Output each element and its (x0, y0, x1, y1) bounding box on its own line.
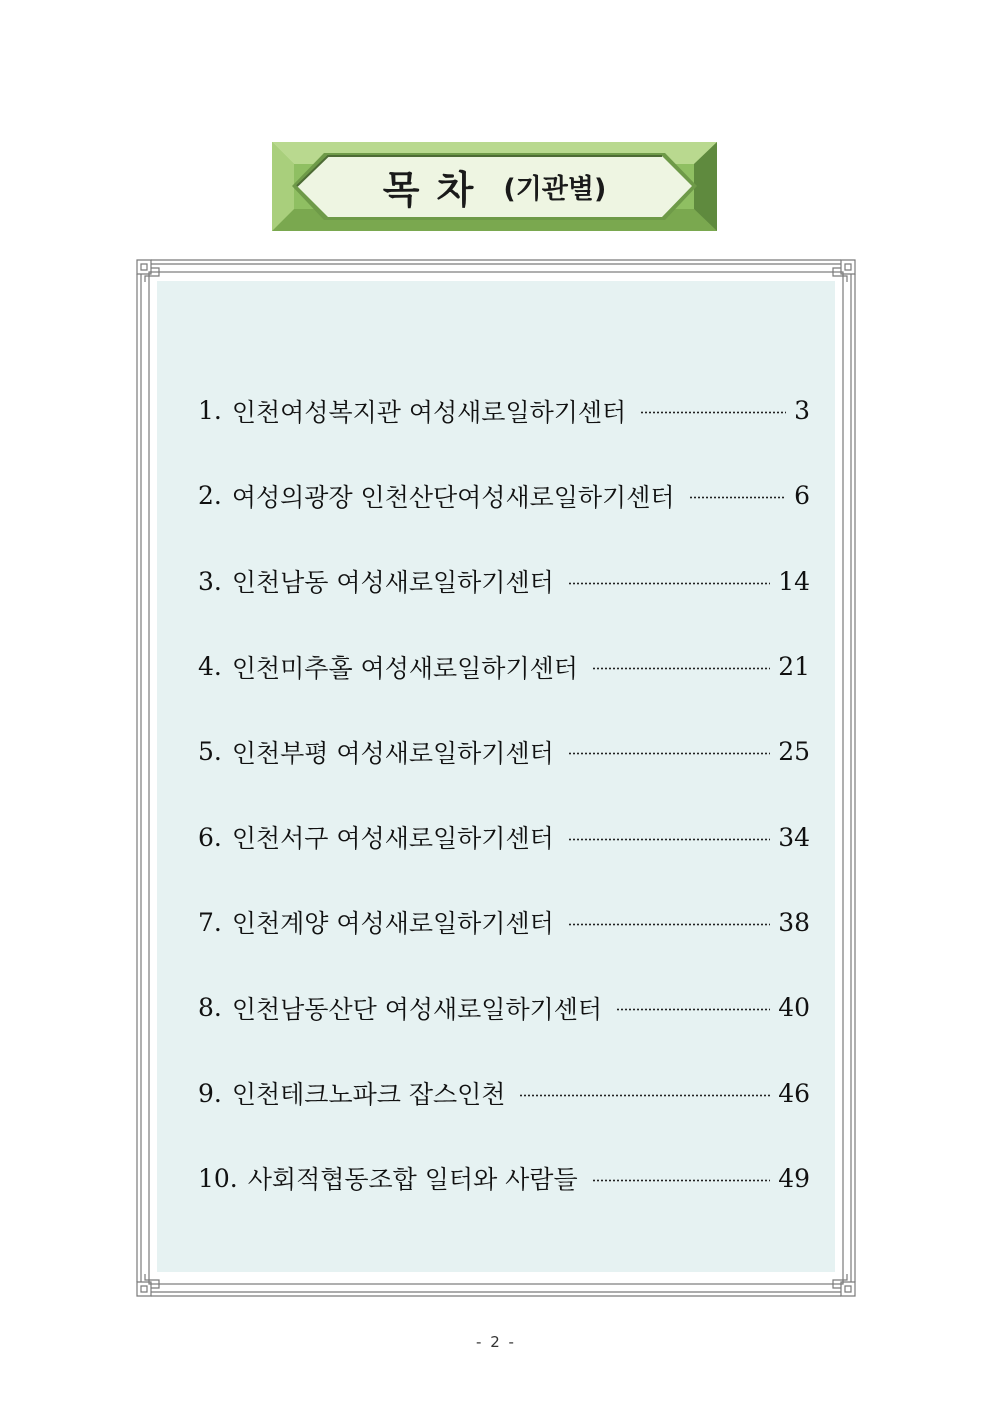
toc-title: 인천남동 여성새로일하기센터 (231, 568, 554, 598)
toc-number: 7. (198, 907, 222, 937)
toc-dot-leader (519, 1094, 770, 1097)
toc-title: 사회적협동조합 일터와 사람들 (247, 1165, 578, 1195)
toc-page-number: 38 (778, 907, 810, 937)
toc-title: 여성의광장 인천산단여성새로일하기센터 (231, 482, 675, 512)
toc-entry[interactable] (198, 539, 810, 624)
toc-number: 2. (198, 481, 222, 511)
toc-number: 3. (198, 566, 222, 596)
toc-entry[interactable] (198, 624, 810, 709)
page-number-footer: - 2 - (476, 1333, 516, 1351)
toc-page-number: 14 (778, 566, 810, 596)
toc-entry[interactable] (198, 368, 810, 453)
toc-title: 인천서구 여성새로일하기센터 (231, 824, 554, 854)
toc-dot-leader (568, 838, 770, 841)
toc-page-number: 3 (794, 396, 810, 426)
toc-dot-leader (592, 667, 770, 670)
toc-entry[interactable] (198, 1136, 810, 1221)
toc-page-number: 49 (778, 1163, 810, 1193)
toc-title: 인천계양 여성새로일하기센터 (231, 909, 554, 939)
toc-number: 5. (198, 737, 222, 767)
toc-entry[interactable] (198, 880, 810, 965)
toc-page-number: 6 (794, 481, 810, 511)
toc-entry[interactable] (198, 794, 810, 879)
toc-dot-leader (568, 582, 770, 585)
toc-dot-leader (689, 496, 787, 499)
toc-page-number: 40 (778, 993, 810, 1023)
toc-number: 4. (198, 652, 222, 682)
page-title: 목 차 (382, 168, 476, 212)
toc-dot-leader (592, 1179, 771, 1182)
title-banner (272, 142, 717, 231)
toc-number: 1. (198, 396, 222, 426)
toc-entry[interactable] (198, 709, 810, 794)
toc-page-number: 34 (778, 822, 810, 852)
toc-title: 인천미추홀 여성새로일하기센터 (231, 653, 578, 683)
toc-title: 인천부평 여성새로일하기센터 (231, 738, 554, 768)
toc-dot-leader (640, 411, 786, 414)
page-subtitle: (기관별) (503, 174, 607, 205)
toc-number: 6. (198, 822, 222, 852)
toc-page-number: 21 (778, 652, 810, 682)
toc-number: 10. (198, 1163, 238, 1193)
toc-page-number: 25 (778, 737, 810, 767)
toc-dot-leader (616, 1008, 770, 1011)
table-of-contents (198, 368, 810, 1221)
toc-number: 8. (198, 993, 222, 1023)
toc-number: 9. (198, 1078, 222, 1108)
toc-entry[interactable] (198, 1050, 810, 1135)
toc-entry[interactable] (198, 453, 810, 538)
toc-dot-leader (568, 923, 770, 926)
toc-dot-leader (568, 752, 770, 755)
toc-title: 인천테크노파크 잡스인천 (231, 1080, 506, 1110)
toc-entry[interactable] (198, 965, 810, 1050)
toc-page-number: 46 (778, 1078, 810, 1108)
toc-title: 인천남동산단 여성새로일하기센터 (231, 994, 603, 1024)
toc-title: 인천여성복지관 여성새로일하기센터 (231, 397, 627, 427)
